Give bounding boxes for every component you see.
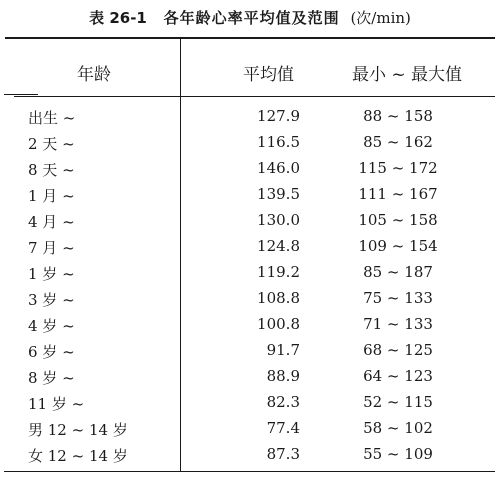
header-rule	[14, 96, 495, 97]
average-cell: 130.0	[257, 211, 300, 229]
table-row	[0, 157, 500, 183]
table-row	[0, 443, 500, 469]
range-cell: 111 ~ 167	[358, 185, 438, 203]
table-row	[0, 183, 500, 209]
range-cell: 75 ~ 133	[363, 289, 433, 307]
range-cell: 85 ~ 187	[363, 263, 433, 281]
range-cell: 105 ~ 158	[358, 211, 438, 229]
table-row	[0, 209, 500, 235]
table-row	[0, 235, 500, 261]
age-cell: 女 12 ~ 14 岁	[28, 447, 128, 465]
average-cell: 119.2	[257, 263, 300, 281]
table-title: 各年龄心率平均值及范围	[163, 9, 340, 27]
average-cell: 124.8	[257, 237, 300, 255]
range-cell: 58 ~ 102	[363, 419, 433, 437]
range-cell: 64 ~ 123	[363, 367, 433, 385]
table-row	[0, 261, 500, 287]
header-rule-stub	[4, 94, 38, 95]
top-rule	[5, 37, 495, 39]
table-row	[0, 105, 500, 131]
average-cell: 127.9	[257, 107, 300, 125]
age-cell: 4 岁 ~	[28, 317, 75, 335]
table-row	[0, 365, 500, 391]
bottom-rule	[4, 471, 495, 472]
table-row	[0, 339, 500, 365]
column-header-age: 年龄	[77, 65, 111, 85]
age-cell: 1 岁 ~	[28, 265, 75, 283]
average-cell: 88.9	[266, 367, 300, 385]
age-cell: 出生 ~	[28, 109, 76, 127]
column-header-range: 最小 ~ 最大值	[352, 65, 463, 85]
average-cell: 87.3	[266, 445, 300, 463]
table-row	[0, 417, 500, 443]
table-caption	[0, 7, 500, 28]
range-cell: 115 ~ 172	[358, 159, 438, 177]
average-cell: 77.4	[266, 419, 300, 437]
range-cell: 109 ~ 154	[358, 237, 438, 255]
table-row	[0, 313, 500, 339]
table-row	[0, 287, 500, 313]
table-number: 表 26-1	[89, 9, 147, 27]
age-cell: 8 岁 ~	[28, 369, 75, 387]
average-cell: 100.8	[257, 315, 300, 333]
age-cell: 4 月 ~	[28, 213, 75, 231]
age-cell: 7 月 ~	[28, 239, 75, 257]
range-cell: 68 ~ 125	[363, 341, 433, 359]
age-cell: 8 天 ~	[28, 161, 75, 179]
range-cell: 55 ~ 109	[363, 445, 433, 463]
average-cell: 139.5	[257, 185, 300, 203]
average-cell: 146.0	[257, 159, 300, 177]
average-cell: 108.8	[257, 289, 300, 307]
range-cell: 85 ~ 162	[363, 133, 433, 151]
average-cell: 91.7	[266, 341, 300, 359]
table-row	[0, 391, 500, 417]
age-cell: 11 岁 ~	[28, 395, 85, 413]
age-cell: 2 天 ~	[28, 135, 75, 153]
column-header-average: 平均值	[243, 65, 294, 85]
age-cell: 6 岁 ~	[28, 343, 75, 361]
table-row	[0, 131, 500, 157]
age-cell: 3 岁 ~	[28, 291, 75, 309]
average-cell: 82.3	[266, 393, 300, 411]
table-unit: (次/min)	[350, 9, 411, 27]
range-cell: 71 ~ 133	[363, 315, 433, 333]
range-cell: 52 ~ 115	[363, 393, 433, 411]
age-cell: 1 月 ~	[28, 187, 75, 205]
average-cell: 116.5	[257, 133, 300, 151]
age-cell: 男 12 ~ 14 岁	[28, 421, 128, 439]
table-body	[0, 105, 500, 469]
range-cell: 88 ~ 158	[363, 107, 433, 125]
